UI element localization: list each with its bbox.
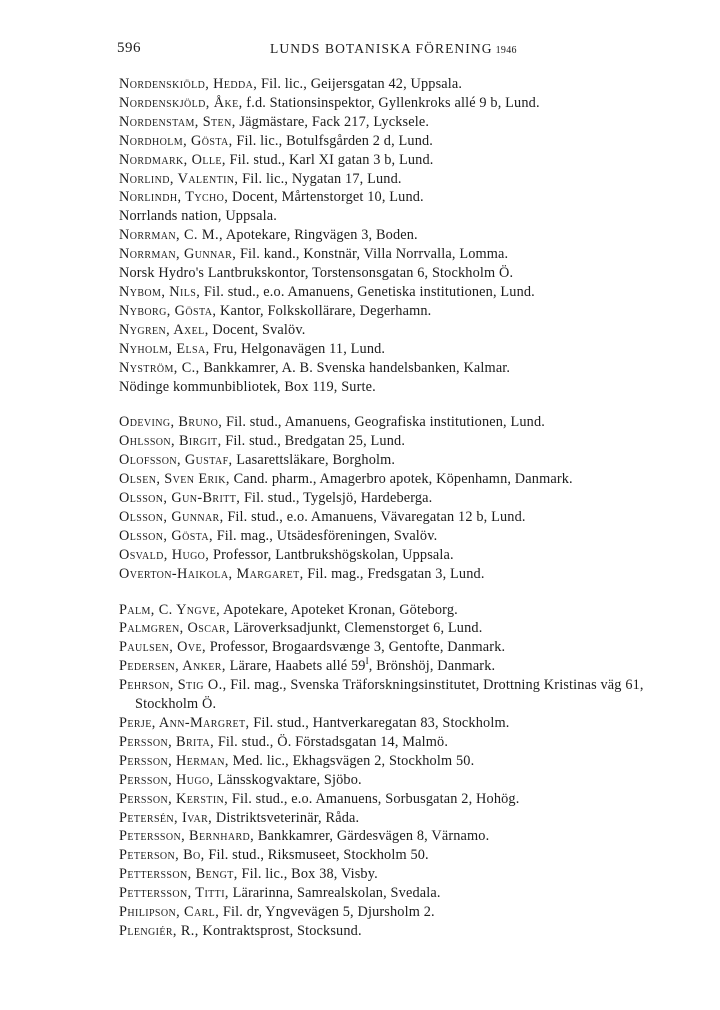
member-details: Fil. stud., e.o. Amanuens, Sorbusgatan 2, Hohög. xyxy=(228,790,520,807)
member-details: Fil. stud., Karl XI gatan 3 b, Lund. xyxy=(225,151,434,168)
member-details: Läroverksadjunkt, Clemenstorget 6, Lund. xyxy=(229,620,483,637)
member-entry xyxy=(119,922,689,941)
member-entry xyxy=(119,75,689,94)
page-number: 596 xyxy=(117,40,141,56)
member-entry xyxy=(119,432,689,451)
member-name: Petersén, Ivar, xyxy=(119,809,213,826)
letter-section xyxy=(119,75,689,396)
member-entry xyxy=(119,359,689,378)
running-title-text: LUNDS BOTANISKA FÖRENING xyxy=(270,41,493,56)
member-entry xyxy=(119,809,689,828)
member-details: Fil. dr, Yngvevägen 5, Djursholm 2. xyxy=(219,904,435,921)
member-entry xyxy=(119,451,689,470)
member-details: Fil. stud., Bredgatan 25, Lund. xyxy=(221,433,406,450)
page-header xyxy=(117,40,677,60)
member-list xyxy=(119,75,689,941)
member-details: Fil. stud., e.o. Amanuens, Vävaregatan 12 b, Lund. xyxy=(223,508,526,525)
member-details: Lärare, Haabets allé 59 xyxy=(225,658,366,675)
member-entry xyxy=(119,151,689,170)
member-details: Fru, Helgonavägen 11, Lund. xyxy=(209,340,386,357)
member-name: Olsson, Gun-Britt, xyxy=(119,490,241,507)
member-entry xyxy=(119,733,689,752)
member-entry xyxy=(119,903,689,922)
member-details: Fil. lic., Nygatan 17, Lund. xyxy=(238,170,402,187)
member-name: Philipson, Carl, xyxy=(119,904,220,921)
member-details: Fil. mag., Utsädesföreningen, Svalöv. xyxy=(212,527,438,544)
member-name: Nordmark, Olle, xyxy=(119,151,226,168)
member-name: Norrman, Gunnar, xyxy=(119,246,237,263)
member-entry xyxy=(119,790,689,809)
member-name: Persson, Hugo, xyxy=(119,771,214,788)
member-details: Norsk Hydro's Lantbrukskontor, Torstensonsgatan 6, Stockholm Ö. xyxy=(119,265,514,282)
member-details: Fil. kand., Konstnär, Villa Norrvalla, Lomma. xyxy=(236,246,509,263)
member-details: Nödinge kommunbibliotek, Box 119, Surte. xyxy=(119,378,376,395)
member-entry xyxy=(119,676,689,714)
member-name: Pettersson, Titti, xyxy=(119,885,229,902)
member-name: Odeving, Bruno, xyxy=(119,414,223,431)
member-details: Norrlands nation, Uppsala. xyxy=(119,208,277,225)
member-entry xyxy=(119,170,689,189)
member-name: Osvald, Hugo, xyxy=(119,546,210,563)
member-name: Pedersen, Anker, xyxy=(119,658,226,675)
member-entry xyxy=(119,489,689,508)
member-entry xyxy=(119,470,689,489)
member-details: Fil. lic., Botulfsgården 2 d, Lund. xyxy=(232,132,434,149)
member-name: Nygren, Axel, xyxy=(119,321,209,338)
member-name: Palmgren, Oscar, xyxy=(119,620,230,637)
member-entry xyxy=(119,321,689,340)
member-details: Länsskogvaktare, Sjöbo. xyxy=(213,771,362,788)
member-name: Persson, Herman, xyxy=(119,752,229,769)
member-name: Perje, Ann-Margret, xyxy=(119,715,250,731)
member-details: Fil. stud., Hantverkaregatan 83, Stockholm. xyxy=(249,715,510,731)
member-entry xyxy=(119,771,689,790)
member-name: Persson, Kerstin, xyxy=(119,790,229,807)
member-details: Fil. mag., Fredsgatan 3, Lund. xyxy=(303,565,485,582)
member-name: Olofsson, Gustaf, xyxy=(119,452,233,469)
member-details: Fil. lic., Box 38, Visby. xyxy=(237,866,378,883)
member-details: Docent, Mårtenstorget 10, Lund. xyxy=(228,189,424,206)
member-details: f.d. Stationsinspektor, Gyllenkroks allé 9 b, Lund. xyxy=(242,94,540,111)
member-entry xyxy=(119,638,689,657)
member-name: Nordholm, Gösta, xyxy=(119,132,233,149)
member-details: Docent, Svalöv. xyxy=(208,321,306,338)
member-entry xyxy=(119,283,689,302)
member-name: Nordenskiöld, Hedda, xyxy=(119,76,258,92)
running-title-year: 1946 xyxy=(495,45,517,56)
member-entry xyxy=(119,226,689,245)
member-entry xyxy=(119,619,689,638)
member-entry xyxy=(119,601,689,620)
member-name: Nyborg, Gösta, xyxy=(119,302,217,319)
member-name: Nyström, C., xyxy=(119,359,200,376)
member-details: Fil. mag., Svenska Träforskningsinstitutet, Drottning Kristinas väg 61, Stockholm Ö. xyxy=(135,677,644,713)
member-entry xyxy=(119,207,689,226)
member-name: Plengiér, R., xyxy=(119,922,199,939)
member-entry xyxy=(119,714,689,733)
member-entry xyxy=(119,657,689,676)
letter-section xyxy=(119,601,689,941)
member-entry xyxy=(119,752,689,771)
member-name: Peterson, Bo, xyxy=(119,847,205,864)
member-name: Palm, C. Yngve, xyxy=(119,601,221,618)
member-entry xyxy=(119,378,689,397)
member-details: Kontraktsprost, Stocksund. xyxy=(198,922,362,939)
member-details: Fil. lic., Geijersgatan 42, Uppsala. xyxy=(257,76,463,92)
member-details: Bankkamrer, Gärdesvägen 8, Värnamo. xyxy=(254,828,490,845)
member-details: Fil. stud., Amanuens, Geografiska institutionen, Lund. xyxy=(222,414,546,431)
member-entry xyxy=(119,884,689,903)
member-entry xyxy=(119,264,689,283)
member-name: Nybom, Nils, xyxy=(119,283,201,300)
member-details: Fil. stud., Riksmuseet, Stockholm 50. xyxy=(204,847,429,864)
member-entry xyxy=(119,827,689,846)
member-entry xyxy=(119,245,689,264)
member-details: Lärarinna, Samrealskolan, Svedala. xyxy=(228,885,441,902)
member-details: Bankkamrer, A. B. Svenska handelsbanken, Kalmar. xyxy=(199,359,511,376)
member-name: Olsen, Sven Erik, xyxy=(119,471,230,488)
member-details: Professor, Brogaardsvænge 3, Gentofte, Danmark. xyxy=(205,639,506,656)
member-name: Norrman, C. M., xyxy=(119,227,223,244)
member-details: Fil. stud., e.o. Amanuens, Genetiska institutionen, Lund. xyxy=(200,283,535,300)
member-name: Overton-Haikola, Margaret, xyxy=(119,565,304,582)
member-name: Nordenstam, Sten, xyxy=(119,113,236,130)
member-name: Paulsen, Ove, xyxy=(119,639,206,656)
member-name: Norlind, Valentin, xyxy=(119,170,239,187)
member-entry xyxy=(119,413,689,432)
member-details: Apotekare, Apoteket Kronan, Göteborg. xyxy=(220,601,458,618)
member-details: Lasarettsläkare, Borgholm. xyxy=(232,452,396,469)
member-name: Petersson, Bernhard, xyxy=(119,828,255,845)
member-name: Olsson, Gösta, xyxy=(119,527,213,544)
member-entry xyxy=(119,527,689,546)
member-name: Nyholm, Elsa, xyxy=(119,340,210,357)
member-entry xyxy=(119,113,689,132)
member-details: Professor, Lantbrukshögskolan, Uppsala. xyxy=(209,546,454,563)
address-superscript: I xyxy=(365,656,369,667)
member-name: Norlindh, Tycho, xyxy=(119,189,229,206)
member-name: Ohlsson, Birgit, xyxy=(119,433,222,450)
member-details: Fil. stud., Tygelsjö, Hardeberga. xyxy=(240,490,433,507)
member-details: Fil. stud., Ö. Förstadsgatan 14, Malmö. xyxy=(214,733,449,750)
member-entry xyxy=(119,340,689,359)
member-details: Jägmästare, Fack 217, Lycksele. xyxy=(235,113,430,130)
member-details: Kantor, Folkskollärare, Degerhamn. xyxy=(216,302,432,319)
member-entry xyxy=(119,132,689,151)
member-name: Pettersson, Bengt, xyxy=(119,866,238,883)
member-name: Nordenskjöld, Åke, xyxy=(119,94,243,111)
letter-section xyxy=(119,413,689,583)
member-entry xyxy=(119,546,689,565)
running-title xyxy=(270,41,517,57)
member-entry xyxy=(119,508,689,527)
member-details: Apotekare, Ringvägen 3, Boden. xyxy=(222,227,418,244)
member-details-continued: , Brönshöj, Danmark. xyxy=(368,658,496,675)
member-name: Pehrson, Stig O., xyxy=(119,677,227,694)
member-entry xyxy=(119,565,689,584)
member-entry xyxy=(119,302,689,321)
member-details: Distriktsveterinär, Råda. xyxy=(212,809,360,826)
member-name: Olsson, Gunnar, xyxy=(119,508,224,525)
member-entry xyxy=(119,188,689,207)
member-details: Med. lic., Ekhagsvägen 2, Stockholm 50. xyxy=(228,752,475,769)
member-entry xyxy=(119,865,689,884)
member-details: Cand. pharm., Amagerbro apotek, Köpenhamn, Danmark. xyxy=(229,471,573,488)
member-entry xyxy=(119,94,689,113)
member-name: Persson, Brita, xyxy=(119,733,215,750)
member-entry xyxy=(119,846,689,865)
